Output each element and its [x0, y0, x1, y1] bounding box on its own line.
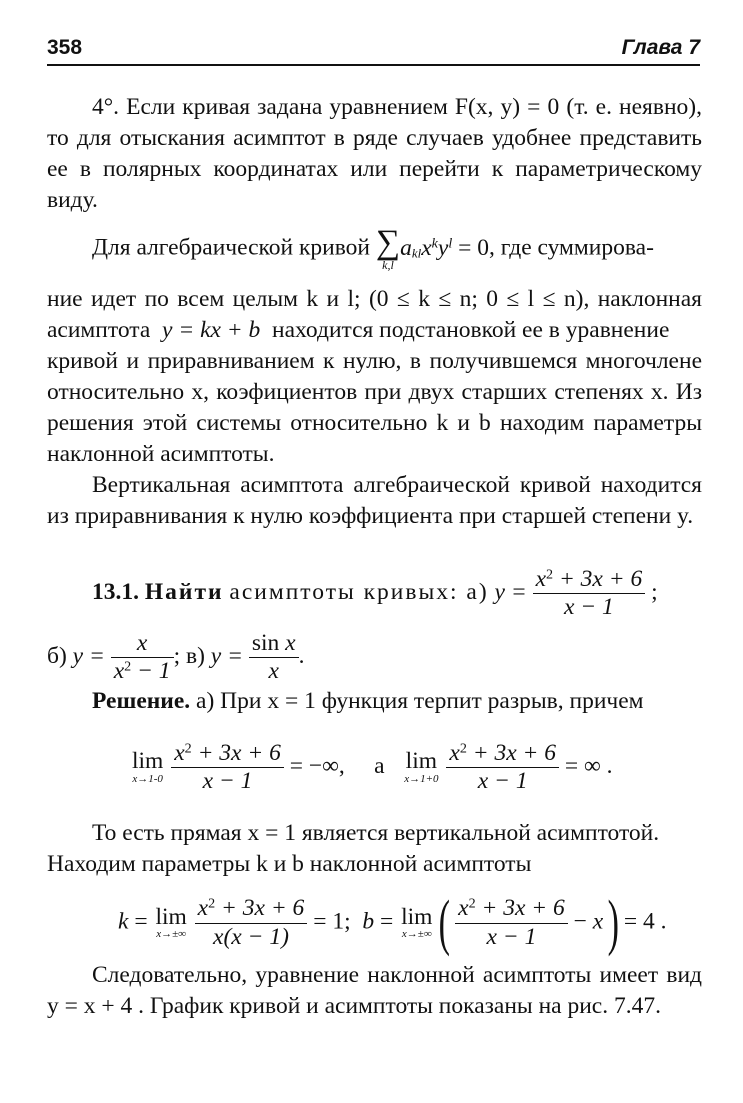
fraction-k: $\frac{x^2 + 3x + 6}{x(x - 1)}$: [195, 895, 308, 950]
asymptote-formula: y = kx + b: [162, 317, 261, 343]
paragraph-vertical-asymptote: Вертикальная асимптота алгебраической кривой находится из приравнивания к нулю коэффициента при старшей степени y.: [47, 472, 702, 529]
fraction-b-param: $\frac{x^2 + 3x + 6}{x - 1}$: [455, 895, 568, 950]
solution-line: [47, 686, 702, 717]
fraction-lim-right: $\frac{x^2 + 3x + 6}{x - 1}$: [446, 740, 559, 795]
paragraph-implicit-curve: 4°. Если кривая задана уравнением F(x, y) = 0 (т. е. неявно), то для отыскания асимптот в ряде случаев удобнее представить ее в полярных координатах или перейти к параметрическому виду.: [47, 94, 702, 213]
sum-symbol: ∑ k,l: [375, 224, 401, 272]
limit-right: lim x→1+0: [404, 748, 439, 785]
part-b-label: б): [47, 642, 67, 669]
limit-b: lim x→±∞: [401, 903, 433, 941]
fraction-c: $\frac{\text{sin x}}{x}$: [249, 630, 299, 685]
algebraic-curve-line: [47, 224, 702, 272]
asymptote-word: асимптота: [47, 317, 151, 343]
problem-parts-b-c: б) y = $\frac{x}{x^2 - 1}$ ; в) y = $\frac{\text{sin x}}{x}$ .: [47, 630, 305, 685]
algebraic-curve-mid: , где суммирова-: [489, 234, 654, 261]
solution-text: а) При x = 1 функция терпит разрыв, причем: [196, 688, 644, 714]
limit-k: lim x→±∞: [155, 903, 187, 941]
sum-expression: $a_{kl}x^ky^l = 0$: [400, 234, 490, 261]
k-b-formulas: k = lim x→±∞ $\frac{x^2 + 3x + 6}{x(x - 1)}$ = 1; b = lim x→±∞ ( $\frac{x^2 + 3x + 6}{x - 1}$ − x) = 4 .: [118, 889, 667, 957]
limit-b-sub: x→±∞: [401, 928, 432, 941]
problem-number: 13.1.: [92, 578, 139, 605]
limits-vertical: [130, 740, 650, 795]
part-c-label: ; в): [173, 642, 205, 669]
page-number: 358: [47, 36, 83, 59]
chapter-title: Глава 7: [621, 36, 700, 59]
limit-right-sub: x→1+0: [404, 772, 439, 785]
limit-left: lim x→1-0: [132, 748, 164, 785]
fraction-b: $\frac{x}{x^2 - 1}$: [111, 630, 174, 685]
summation-range-line: ние идет по всем целым k и l; (0 ≤ k ≤ n; 0 ≤ l ≤ n), наклонная: [47, 286, 702, 312]
fraction-lim-left: $\frac{x^2 + 3x + 6}{x - 1}$: [171, 740, 284, 795]
limit-right-value: = ∞ .: [564, 752, 613, 779]
oblique-asymptote-conclusion: Следовательно, уравнение наклонной асимптоты имеет вид y = x + 4 . График кривой и асимптоты показаны на рис. 7.47.: [47, 962, 702, 1019]
problem-text: асимптоты кривых: а): [229, 578, 489, 605]
asymptote-rest: находится подстановкой ее в уравнение: [272, 317, 670, 343]
find-parameters: Находим параметры k и b наклонной асимптоты: [47, 851, 532, 877]
limit-k-sub: x→±∞: [156, 928, 186, 941]
problem-keyword: Найти: [144, 578, 224, 605]
paragraph-coefficients: кривой и приравниванием к нулю, в получившемся многочлене относительно x, коэфициентов при двух старших степенях x. Из решения этой системы относительно k и b находим параметры наклонной асимптоты.: [47, 348, 702, 467]
algebraic-curve-lead: Для алгебраической кривой: [92, 234, 370, 261]
asymptote-line: [47, 315, 702, 346]
problem-statement: 13.1. Найти асимптоты кривых: а) y = $\frac{x^2 + 3x + 6}{x - 1}$ ;: [92, 566, 658, 621]
running-header: [47, 36, 700, 66]
fraction-a: $\frac{x^2 + 3x + 6}{x - 1}$: [533, 566, 646, 621]
vertical-asymptote-conclusion: То есть прямая x = 1 является вертикальной асимптотой.: [92, 820, 660, 846]
header-rule: [47, 64, 700, 66]
conjunction: а: [374, 752, 385, 779]
limit-left-value: = −∞,: [289, 752, 345, 779]
solution-label: Решение.: [92, 688, 191, 714]
sum-subscript: k,l: [382, 257, 394, 272]
limit-left-sub: x→1-0: [132, 772, 163, 785]
